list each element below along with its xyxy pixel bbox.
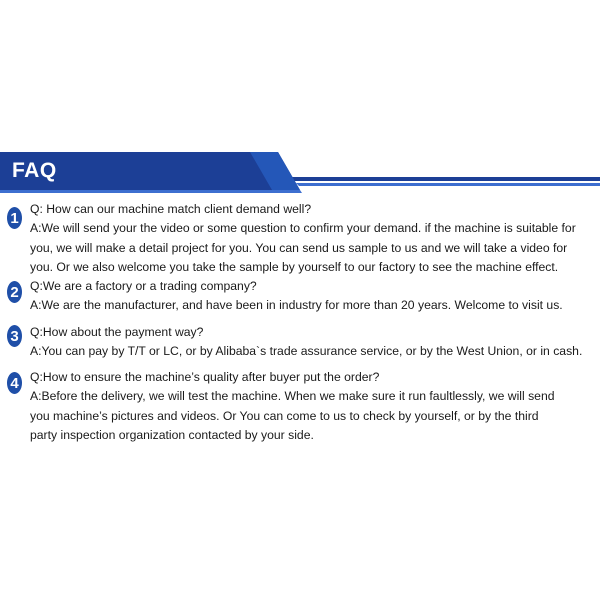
answer-line: you. Or we also welcome you take the sample by yourself to our factory to see the machine effect. bbox=[30, 260, 559, 274]
answer-line: A:You can pay by T/T or LC, or by Alibaba`s trade assurance service, or by the West Union, or in cash. bbox=[30, 344, 583, 358]
faq-title: FAQ bbox=[12, 159, 57, 182]
question-1: Q: How can our machine match client demand well? bbox=[30, 202, 312, 216]
answer-line: A:Before the delivery, we will test the machine. When we make sure it run faultlessly, we will send bbox=[30, 389, 555, 403]
answer-line: party inspection organization contacted by your side. bbox=[30, 428, 314, 442]
header-stripe-bottom bbox=[296, 183, 600, 186]
number-badge-label: 4 bbox=[10, 375, 19, 392]
number-badge-label: 3 bbox=[10, 328, 19, 345]
faq-header-banner bbox=[0, 150, 600, 195]
answer-2 bbox=[30, 296, 590, 316]
question-2: Q:We are a factory or a trading company? bbox=[30, 279, 257, 293]
number-badge-label: 1 bbox=[10, 210, 19, 227]
number-badge-2 bbox=[7, 281, 22, 303]
answer-line: A:We will send your the video or some question to confirm your demand. if the machine is suitable for bbox=[30, 221, 576, 235]
number-badge-label: 2 bbox=[10, 284, 19, 301]
number-badge-4 bbox=[7, 372, 22, 394]
number-badge-3 bbox=[7, 325, 22, 347]
answer-line: you machine’s pictures and videos. Or You can come to us to check by yourself, or by the third bbox=[30, 408, 539, 423]
answer-line: A:We are the manufacturer, and have been in industry for more than 20 years. Welcome to visit us. bbox=[30, 298, 563, 312]
header-underline bbox=[0, 190, 302, 193]
answer-line: you, we will make a detail project for you. You can send us sample to us and we will take a video for bbox=[30, 240, 568, 255]
answer-4 bbox=[30, 387, 590, 446]
header-stripe-top bbox=[290, 177, 600, 181]
question-4: Q:How to ensure the machine’s quality after buyer put the order? bbox=[30, 370, 380, 384]
answer-1 bbox=[30, 219, 590, 278]
question-3: Q:How about the payment way? bbox=[30, 325, 204, 339]
answer-3 bbox=[30, 342, 590, 362]
faq-header-graphic bbox=[0, 150, 600, 195]
number-badge-1 bbox=[7, 207, 22, 229]
